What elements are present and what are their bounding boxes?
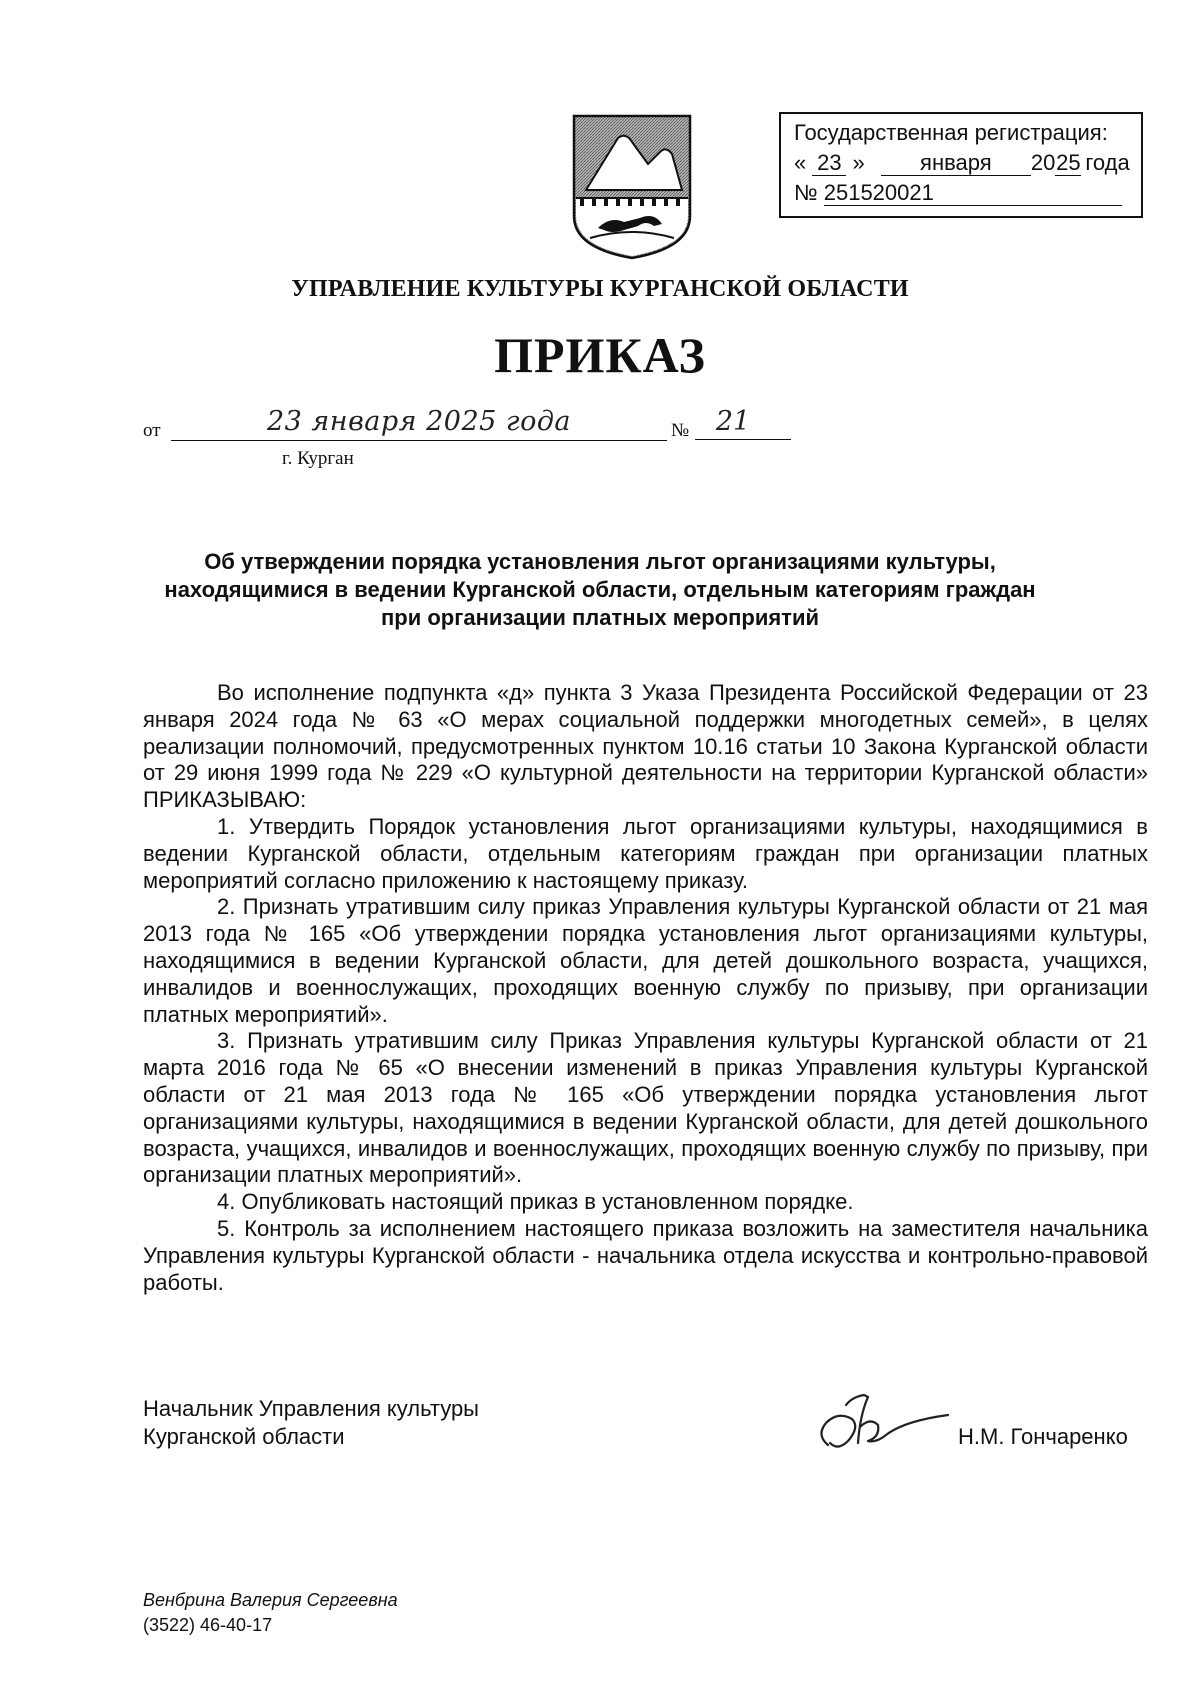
clause-5: 5. Контроль за исполнением настоящего приказа возложить на заместителя начальника Управления культуры Курганской области - начальника отдела искусства и контрольно-правовой работы. [143,1215,1148,1295]
registration-date-line [794,148,1130,178]
handwritten-date: 23 января 2025 года [171,406,667,441]
registration-stamp [779,112,1143,218]
document-title: Об утверждении порядка установления льгот организациями культуры, находящимися в ведении Курганской области, отдельным категориям граждан при организации платных мероприятий [164,549,1036,630]
order-number-label: № [671,420,690,441]
registration-year-suffix: 25 [1056,150,1081,175]
executor-name: Венбрина Валерия Сергеевна [143,1590,398,1610]
handwritten-signature [808,1385,958,1460]
quote-open: « [794,150,807,175]
coat-of-arms-icon [568,112,696,260]
clause-4: 4. Опубликовать настоящий приказ в установленном порядке. [217,1189,854,1215]
registration-number-sign: № [794,180,818,205]
registration-day: 23 [812,151,846,176]
clause-3: 3. Признать утратившим силу Приказ Управления культуры Курганской области от 21 марта 2016 года № 65 «О внесении изменений в приказ Управления культуры Курганской области от 21 мая 2013 года № 165 «Об утверждении порядка установления льгот организациями культуры, находящимися в ведении Курганской области, для детей дошкольного возраста, учащихся, инвалидов и военнослужащих, проходящих военную службу по призыву, при организации платных мероприятий». [143,1028,1148,1188]
signatory-position-line1: Начальник Управления культуры [143,1396,479,1421]
registration-number: 251520021 [824,181,1122,206]
executor-info [143,1588,398,1638]
executor-phone: (3522) 46-40-17 [143,1615,273,1635]
registration-year-word: года [1085,150,1130,175]
document-body [143,680,1148,1296]
registration-number-line [794,178,1130,208]
registration-title: Государственная регистрация: [794,120,1108,145]
signatory-position [143,1395,479,1451]
quote-close: » [852,150,865,175]
preamble-paragraph: Во исполнение подпункта «д» пункта 3 Указа Президента Российской Федерации от 23 января 2024 года № 63 «О мерах социальной поддержки многодетных семей», в целях реализации полномочий, предусмотренных пунктом 10.16 статьи 10 Закона Курганской области от 29 июня 1999 года № 229 «О культурной деятельности на территории Курганской области» ПРИКАЗЫВАЮ: [143,680,1148,813]
signatory-position-line2: Курганской области [143,1424,345,1449]
handwritten-order-number: 21 [695,406,791,440]
date-from-label: от [143,420,161,441]
signatory-name: Н.М. Гончаренко [958,1424,1128,1449]
city: г. Курган [282,448,354,469]
clause-1: 1. Утвердить Порядок установления льгот организациями культуры, находящимися в ведении Курганской области, отдельным категориям граждан при организации платных мероприятий согласно приложению к настоящему приказу. [143,813,1148,893]
clause-2: 2. Признать утратившим силу приказ Управления культуры Курганской области от 21 мая 2013 года № 165 «Об утверждении порядка установления льгот организациями культуры, находящимися в ведении Курганской области, для детей дошкольного возраста, учащихся, инвалидов и военнослужащих, проходящих военную службу по призыву, при организации платных мероприятий». [143,894,1148,1027]
organization-name: УПРАВЛЕНИЕ КУЛЬТУРЫ КУРГАНСКОЙ ОБЛАСТИ [291,276,909,302]
registration-month: января [881,151,1031,176]
document-type: ПРИКАЗ [494,327,706,383]
registration-year-prefix: 20 [1030,150,1056,175]
